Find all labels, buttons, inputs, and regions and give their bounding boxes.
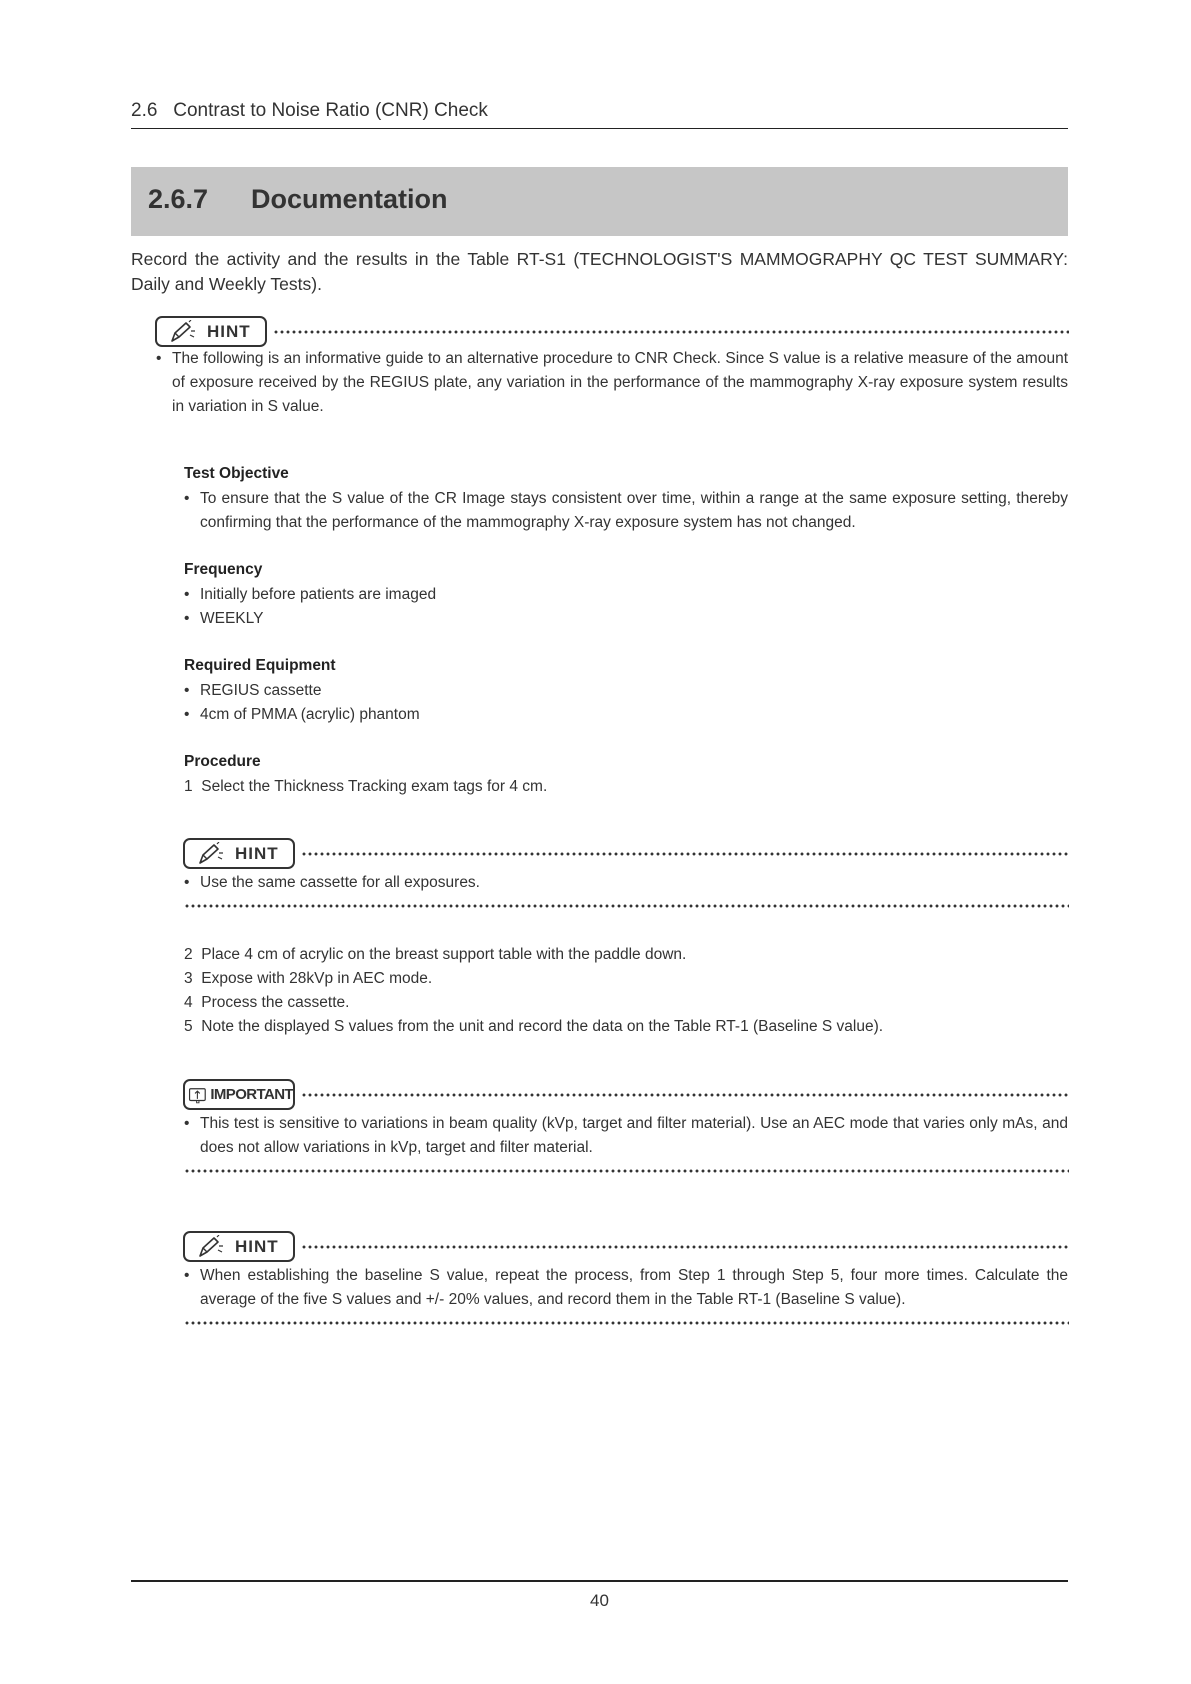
frequency-item-text: Initially before patients are imaged	[200, 586, 437, 603]
equipment-item	[184, 679, 1068, 703]
procedure-heading: Procedure	[184, 753, 261, 770]
pencil-hint-icon	[197, 1235, 225, 1259]
section-number: 2.6.7	[148, 184, 209, 214]
step-number: 1	[184, 778, 193, 795]
procedure-step	[184, 943, 686, 967]
hint-label: HINT	[235, 1236, 279, 1256]
test-objective-heading: Test Objective	[184, 465, 289, 482]
step-number: 2	[184, 946, 193, 963]
procedure-step	[184, 1015, 883, 1039]
important-item	[184, 1112, 1068, 1160]
hint-badge	[183, 838, 295, 869]
bullet-mark: •	[184, 682, 190, 699]
equipment-item-text: 4cm of PMMA (acrylic) phantom	[200, 706, 420, 723]
bullet-mark: •	[156, 350, 162, 367]
important-label: IMPORTANT	[210, 1086, 293, 1103]
step-text: Process the cassette.	[201, 994, 350, 1011]
hint-badge	[183, 1231, 295, 1262]
bullet-mark: •	[184, 1267, 190, 1284]
bullet-mark: •	[184, 610, 190, 627]
frequency-item	[184, 607, 1068, 631]
hint-baseline-item	[184, 1264, 1068, 1312]
bullet-mark: •	[184, 490, 190, 507]
important-badge	[183, 1079, 295, 1110]
frequency-item	[184, 583, 1068, 607]
hint-badge	[155, 316, 267, 347]
step-number: 5	[184, 1018, 193, 1035]
hint-label: HINT	[207, 321, 251, 341]
hint-label: HINT	[235, 843, 279, 863]
procedure-step	[184, 991, 349, 1015]
equipment-item	[184, 703, 1068, 727]
hint-baseline-text: When establishing the baseline S value, repeat the process, from Step 1 through Step 5, four more times. Calculate the average of the five S values and +/- 20% values, and record them in the Table RT-1 (Baseline S value).	[200, 1267, 1068, 1308]
hint-cassette-item	[184, 871, 1068, 895]
intro-paragraph: Record the activity and the results in the Table RT-S1 (TECHNOLOGIST'S MAMMOGRAPHY QC TEST SUMMARY: Daily and Weekly Tests).	[131, 249, 1068, 294]
step-text: Place 4 cm of acrylic on the breast support table with the paddle down.	[201, 946, 687, 963]
step-text: Expose with 28kVp in AEC mode.	[201, 970, 433, 987]
bullet-mark: •	[184, 874, 190, 891]
dotted-rule	[273, 330, 1069, 334]
pencil-hint-icon	[169, 320, 197, 344]
test-objective-text: To ensure that the S value of the CR Image stays consistent over time, within a range at the same exposure setting, thereby confirming that the performance of the mammography X-ray exposure system has not changed.	[200, 490, 1068, 531]
hint-cassette-text: Use the same cassette for all exposures.	[200, 874, 480, 891]
procedure-step	[184, 775, 547, 799]
footer-rule	[131, 1580, 1068, 1582]
section-title: Documentation	[251, 184, 448, 214]
header-rule	[131, 128, 1068, 129]
step-number: 4	[184, 994, 193, 1011]
important-hand-icon	[188, 1084, 208, 1106]
hint-bullet	[156, 347, 1068, 419]
important-text: This test is sensitive to variations in beam quality (kVp, target and filter material). Use an AEC mode that varies only mAs, and does not allow variations in kVp, target and filter material.	[200, 1115, 1068, 1156]
dotted-rule	[301, 1245, 1069, 1249]
dotted-rule	[184, 1169, 1069, 1173]
dotted-rule	[184, 904, 1069, 908]
required-equipment-heading: Required Equipment	[184, 657, 336, 674]
equipment-item-text: REGIUS cassette	[200, 682, 322, 699]
procedure-step	[184, 967, 432, 991]
step-text: Select the Thickness Tracking exam tags for 4 cm.	[201, 778, 548, 795]
step-number: 3	[184, 970, 193, 987]
dotted-rule	[184, 1321, 1069, 1325]
page-number: 40	[590, 1591, 609, 1610]
pencil-hint-icon	[197, 842, 225, 866]
running-header: 2.6 Contrast to Noise Ratio (CNR) Check	[131, 100, 488, 121]
bullet-mark: •	[184, 586, 190, 603]
bullet-mark: •	[184, 706, 190, 723]
bullet-mark: •	[184, 1115, 190, 1132]
frequency-heading: Frequency	[184, 561, 263, 578]
dotted-rule	[301, 1093, 1069, 1097]
hint-bullet-text: The following is an informative guide to an alternative procedure to CNR Check. Since S value is a relative measure of the amount of exposure received by the REGIUS plate, any variation in the performance of the mammography X-ray exposure system results in variation in S value.	[172, 350, 1068, 415]
test-objective-item	[184, 487, 1068, 535]
dotted-rule	[301, 852, 1069, 856]
step-text: Note the displayed S values from the unit and record the data on the Table RT-1 (Baseline S value).	[201, 1018, 884, 1035]
frequency-item-text: WEEKLY	[200, 610, 264, 627]
